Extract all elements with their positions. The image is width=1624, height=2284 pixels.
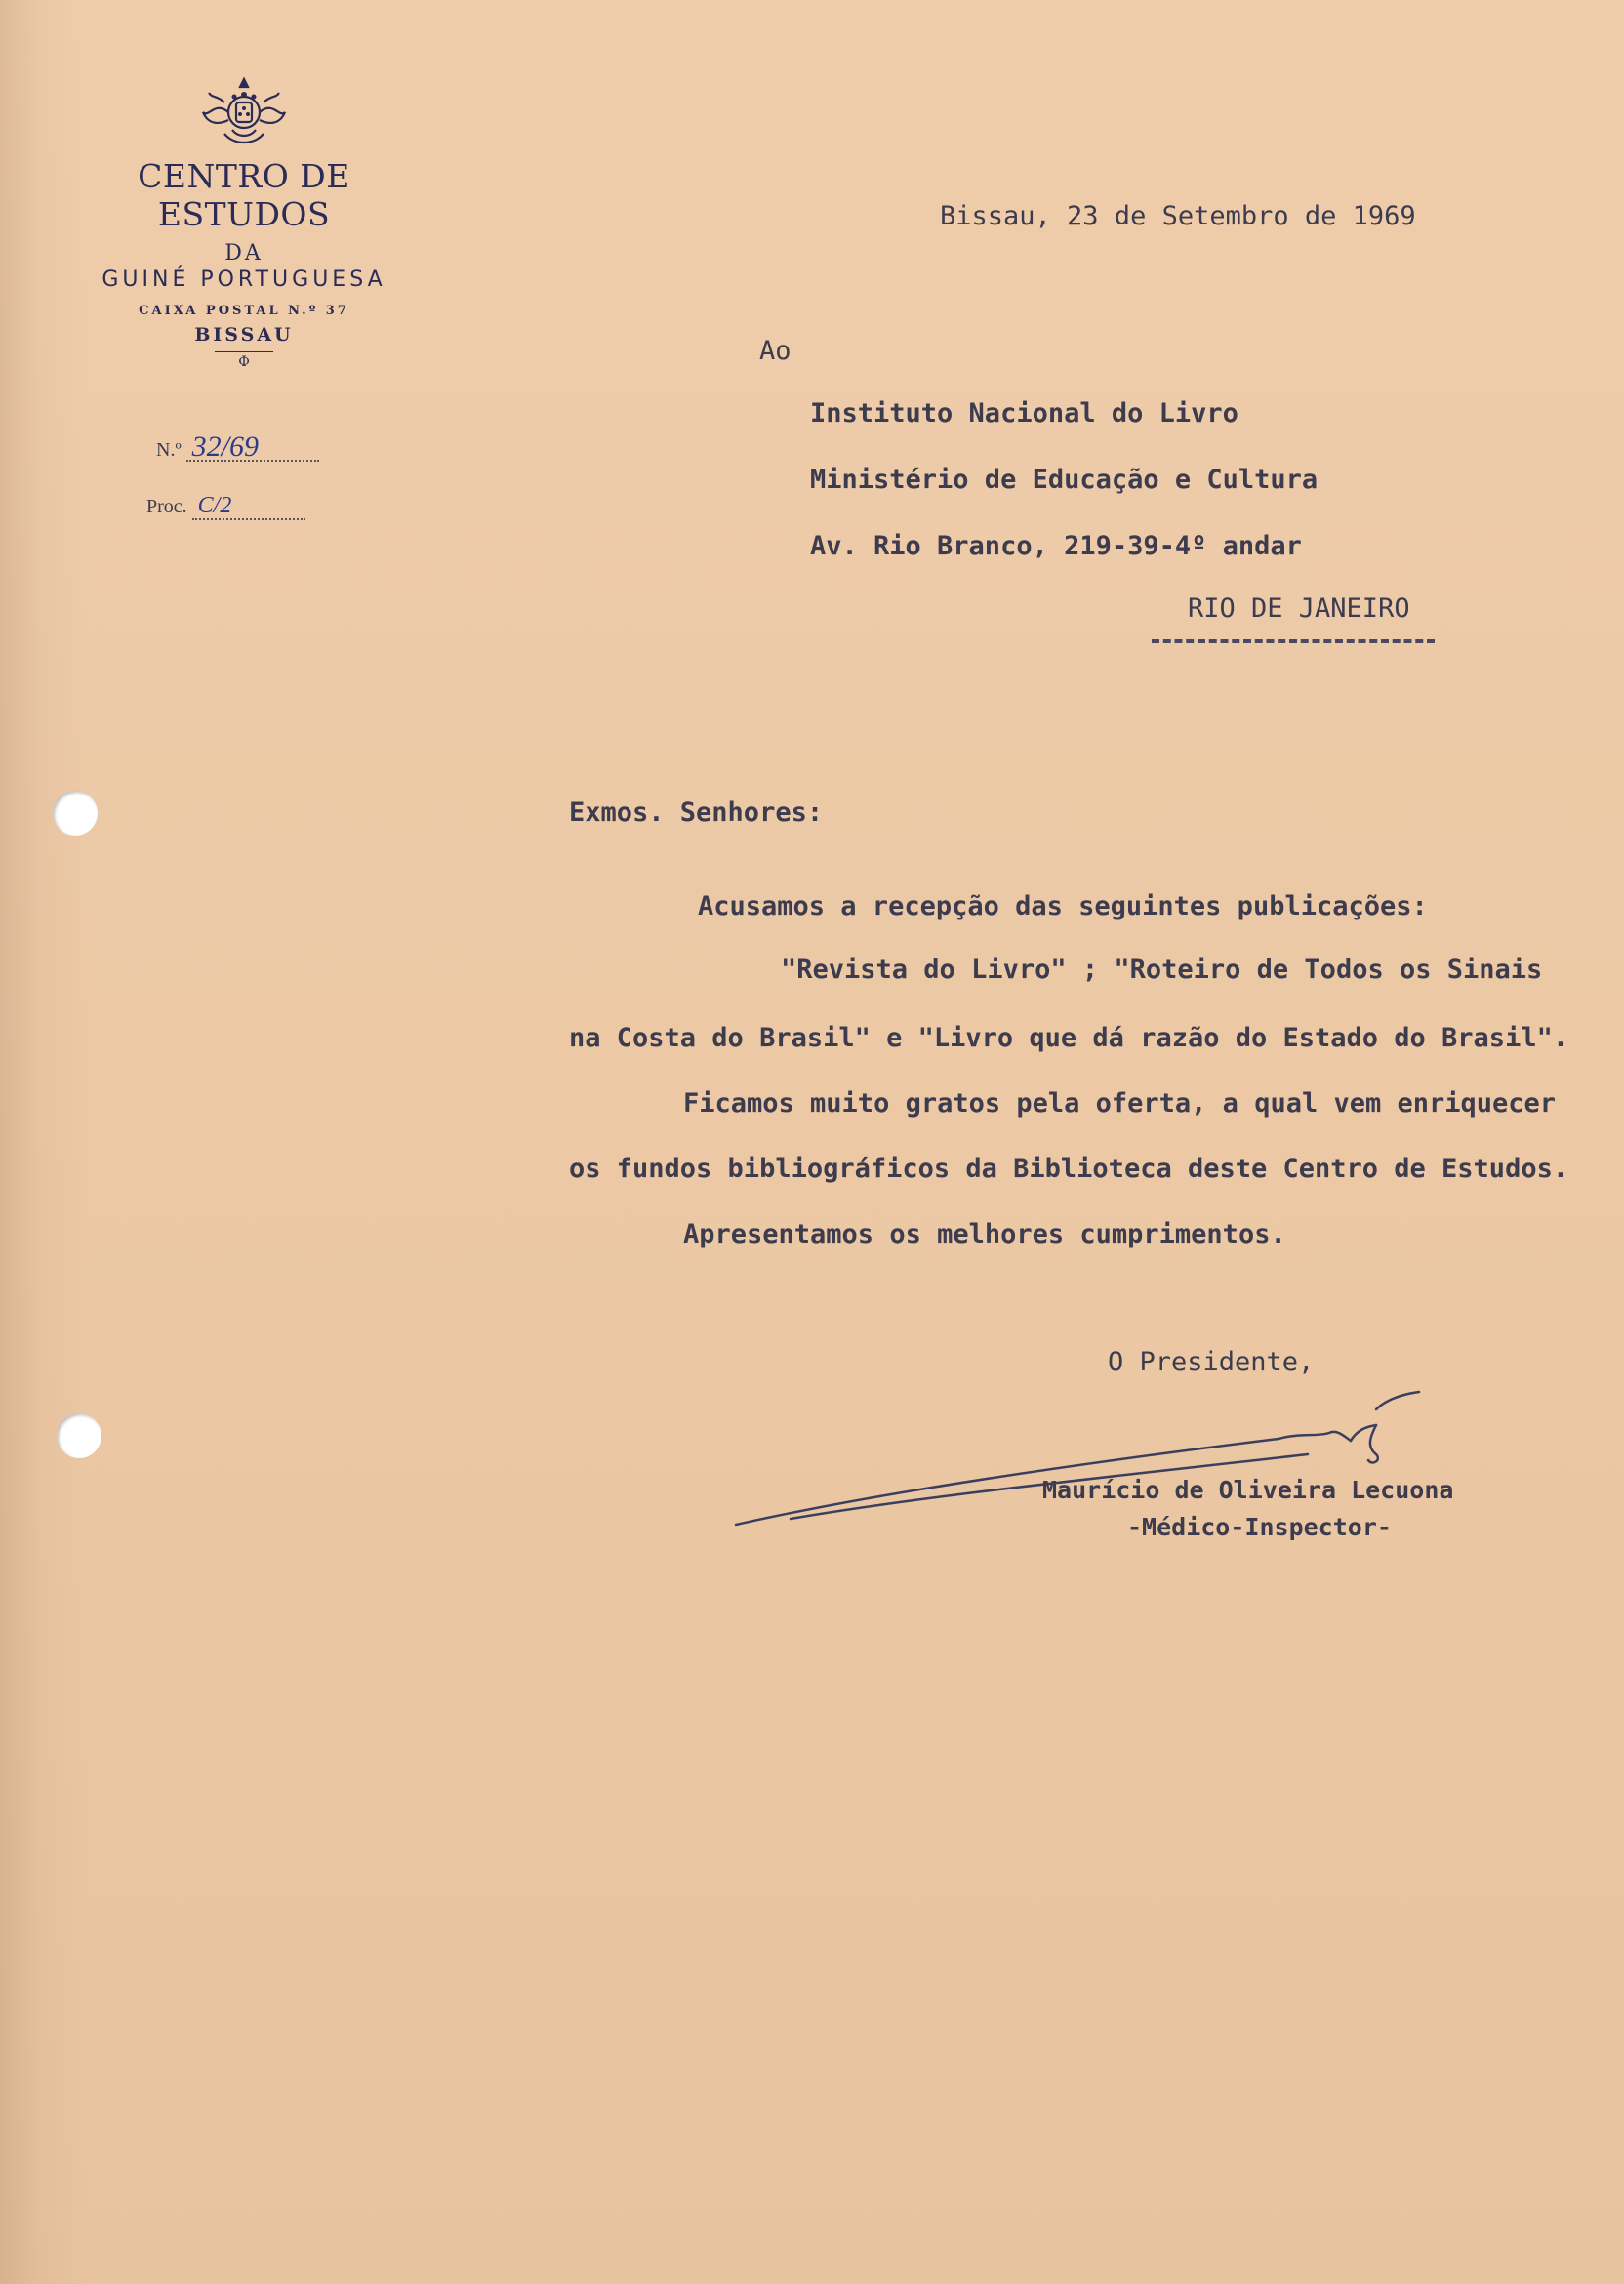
institution-name-da: DA: [224, 241, 264, 265]
body-line-2: "Revista do Livro" ; "Roteiro de Todos os Sinais: [781, 955, 1543, 985]
recipient-prefix: Ao: [759, 336, 792, 366]
body-line-3: na Costa do Brasil" e "Livro que dá razão do Estado do Brasil".: [569, 1023, 1569, 1053]
postal-box: CAIXA POSTAL N.º 37: [139, 304, 349, 318]
signatory-title: -Médico-Inspector-: [1127, 1513, 1392, 1541]
letterhead-mark: Ф: [238, 354, 250, 370]
signatory-name: Maurício de Oliveira Lecuona: [1042, 1476, 1454, 1504]
reference-number-value: 32/69: [186, 434, 319, 462]
institution-region: GUINÉ PORTUGUESA: [102, 267, 386, 292]
reference-number-field: [156, 430, 319, 463]
recipient-line-2: Ministério de Educação e Cultura: [810, 465, 1319, 495]
letterhead: [68, 73, 420, 370]
closing: O Presidente,: [1108, 1347, 1315, 1377]
recipient-city: RIO DE JANEIRO: [1188, 593, 1410, 624]
punch-hole-top: [53, 791, 98, 836]
recipient-line-3: Av. Rio Branco, 219-39-4º andar: [810, 531, 1302, 561]
body-line-4: Ficamos muito gratos pela oferta, a qual vem enriquecer: [683, 1088, 1557, 1119]
process-value: C/2: [192, 493, 305, 520]
body-line-6: Apresentamos os melhores cumprimentos.: [683, 1219, 1286, 1249]
letterhead-rule: [215, 351, 273, 352]
body-line-1: Acusamos a recepção das seguintes publicações:: [698, 891, 1428, 921]
punch-hole-bottom: [57, 1413, 102, 1458]
process-label: Proc.: [146, 496, 187, 517]
date-line: Bissau, 23 de Setembro de 1969: [940, 201, 1416, 231]
greeting: Exmos. Senhores:: [569, 797, 824, 828]
recipient-line-1: Instituto Nacional do Livro: [810, 398, 1238, 428]
institution-name: CENTRO DE ESTUDOS: [138, 157, 350, 233]
city-underline: [1152, 639, 1435, 643]
reference-number-label: N.º: [156, 439, 182, 461]
body-line-5: os fundos bibliográficos da Biblioteca deste Centro de Estudos.: [569, 1154, 1569, 1184]
coat-of-arms-emblem: [195, 73, 293, 151]
process-field: [146, 493, 305, 520]
letterhead-city: BISSAU: [194, 324, 294, 346]
